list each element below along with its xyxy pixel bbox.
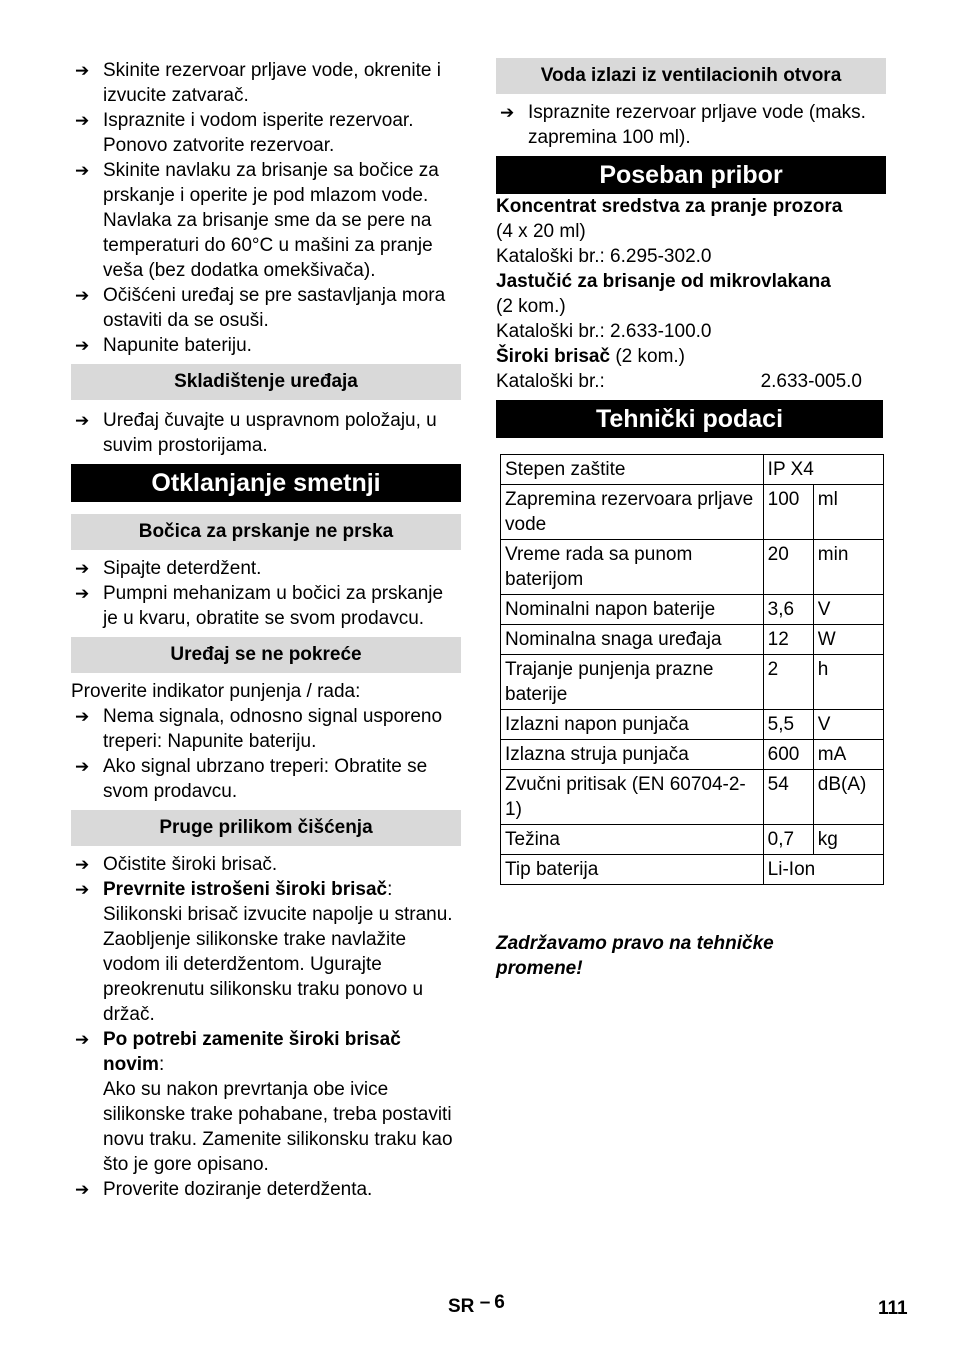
accessory-qty: (2 kom.) <box>610 346 686 367</box>
arrow-right-icon: ➔ <box>75 707 90 726</box>
list-item: ➔ Nema signala, odnosno signal usporeno treperi: Napunite bateriju. <box>75 706 443 752</box>
list-item: ➔ Prevrnite istrošeni široki brisač: Silikonski brisač izvucite napolje u stranu. Zaobljenje silikonske trake navlažite vodom ili deterdžentom. Ugurajte preokrenutu silikonsku traku ponovo u držač. <box>75 879 453 1025</box>
list-item: ➔ Ispraznite i vodom isperite rezervoar. Ponovo zatvorite rezervoar. <box>75 110 414 156</box>
vent-list <box>496 100 886 150</box>
list-item: ➔ Skinite rezervoar prljave vode, okrenite i izvucite zatvarač. <box>75 60 441 106</box>
table-row <box>501 625 884 655</box>
accessory-catalog: Kataloški br.: 2.633-100.0 <box>496 321 712 342</box>
spec-table <box>500 454 884 885</box>
spec-label: Stepen zaštite <box>501 455 764 485</box>
arrow-right-icon: ➔ <box>75 757 90 776</box>
vent-heading: Voda izlazi iz ventilacionih otvora <box>496 58 886 94</box>
cleaning-steps-list <box>71 58 461 358</box>
spec-label: Težina <box>501 825 764 855</box>
spec-unit: h <box>813 655 883 710</box>
accessory-catalog: Kataloški br.: 6.295-302.0 <box>496 246 712 267</box>
spec-unit: V <box>813 710 883 740</box>
accessories-heading: Poseban pribor <box>496 156 886 194</box>
list-item: ➔ Očišćeni uređaj se pre sastavljanja mora ostaviti da se osuši. <box>75 285 446 331</box>
reserve-note: Zadržavamo pravo na tehničke promene! <box>496 933 774 979</box>
right-column <box>496 58 886 981</box>
arrow-right-icon: ➔ <box>75 336 90 355</box>
spec-unit: ml <box>813 485 883 540</box>
list-item: ➔ Po potrebi zamenite široki brisač novim: Ako su nakon prevrtanja obe ivice silikonske trake pohabane, treba postaviti novu traku. Zamenite silikonsku traku kao što je gore opisano. <box>75 1029 453 1175</box>
accessory-qty: (2 kom.) <box>496 296 566 317</box>
spec-value: 0,7 <box>763 825 813 855</box>
accessory-line <box>496 344 886 369</box>
spec-label: Izlazna struja punjača <box>501 740 764 770</box>
spec-label: Vreme rada sa punom baterijom <box>501 540 764 595</box>
list-item: ➔ Proverite doziranje deterdženta. <box>75 1179 373 1200</box>
spec-value: 5,5 <box>763 710 813 740</box>
streaks-heading: Pruge prilikom čišćenja <box>71 810 461 846</box>
catalog-number: 2.633-005.0 <box>760 371 862 392</box>
nostart-list <box>71 704 461 804</box>
spec-value: 20 <box>763 540 813 595</box>
table-row <box>501 655 884 710</box>
table-row <box>501 825 884 855</box>
arrow-right-icon: ➔ <box>500 103 515 122</box>
spec-unit: mA <box>813 740 883 770</box>
table-row <box>501 710 884 740</box>
spec-value: 54 <box>763 770 813 825</box>
spec-unit: min <box>813 540 883 595</box>
spray-heading: Bočica za prskanje ne prska <box>71 514 461 550</box>
arrow-right-icon: ➔ <box>75 559 90 578</box>
table-row <box>501 595 884 625</box>
troubleshooting-heading: Otklanjanje smetnji <box>71 464 461 502</box>
list-item: ➔ Ako signal ubrzano treperi: Obratite se svom prodavcu. <box>75 756 428 802</box>
arrow-right-icon: ➔ <box>75 111 90 130</box>
spec-value: Li-Ion <box>763 855 883 885</box>
streaks-list <box>71 852 461 1202</box>
storage-list <box>71 408 461 458</box>
left-column <box>71 58 461 1202</box>
list-item: ➔ Skinite navlaku za brisanje sa bočice za prskanje i operite je pod mlazom vode. Navlaka za brisanje sme da se pere na temperaturi do 60°C u mašini za pranje veša (bez dodatka omekšivača). <box>75 160 439 281</box>
section-indicator: SR – 6 <box>448 1292 505 1317</box>
arrow-right-icon: ➔ <box>75 1030 90 1049</box>
nostart-heading: Uređaj se ne pokreće <box>71 637 461 673</box>
accessory-name: Koncentrat sredstva za pranje prozora <box>496 196 843 217</box>
table-row <box>501 540 884 595</box>
spec-label: Trajanje punjenja prazne baterije <box>501 655 764 710</box>
spec-value: 12 <box>763 625 813 655</box>
spec-unit: V <box>813 595 883 625</box>
arrow-right-icon: ➔ <box>75 61 90 80</box>
table-row <box>501 855 884 885</box>
spec-value: 3,6 <box>763 595 813 625</box>
accessory-name: Široki brisač <box>496 346 611 367</box>
arrow-right-icon: ➔ <box>75 880 90 899</box>
tech-heading: Tehnički podaci <box>496 400 883 438</box>
list-item: ➔ Sipajte deterdžent. <box>75 558 262 579</box>
spec-label: Zvučni pritisak (EN 60704-2-1) <box>501 770 764 825</box>
storage-heading: Skladištenje uređaja <box>71 364 461 400</box>
list-item: ➔ Napunite bateriju. <box>75 335 252 356</box>
spec-value: 100 <box>763 485 813 540</box>
spec-label: Nominalna snaga uređaja <box>501 625 764 655</box>
spec-unit: kg <box>813 825 883 855</box>
spec-label: Tip baterija <box>501 855 764 885</box>
spec-unit: dB(A) <box>813 770 883 825</box>
arrow-right-icon: ➔ <box>75 584 90 603</box>
nostart-intro: Proverite indikator punjenja / rada: <box>71 681 361 702</box>
spec-label: Izlazni napon punjača <box>501 710 764 740</box>
arrow-right-icon: ➔ <box>75 286 90 305</box>
spec-value: 2 <box>763 655 813 710</box>
spec-value: 600 <box>763 740 813 770</box>
page-number: 111 <box>878 1298 908 1319</box>
table-row <box>501 740 884 770</box>
arrow-right-icon: ➔ <box>75 411 90 430</box>
list-item: ➔ Očistite široki brisač. <box>75 854 278 875</box>
arrow-right-icon: ➔ <box>75 161 90 180</box>
spec-label: Zapremina rezervoara prljave vode <box>501 485 764 540</box>
arrow-right-icon: ➔ <box>75 855 90 874</box>
spec-label: Nominalni napon baterije <box>501 595 764 625</box>
table-row <box>501 485 884 540</box>
arrow-right-icon: ➔ <box>75 1180 90 1199</box>
table-row <box>501 770 884 825</box>
list-item: ➔ Ispraznite rezervoar prljave vode (maks. zapremina 100 ml). <box>500 102 866 148</box>
list-item: ➔ Pumpni mehanizam u bočici za prskanje je u kvaru, obratite se svom prodavcu. <box>75 583 444 629</box>
accessories-list <box>496 194 886 394</box>
accessory-qty: (4 x 20 ml) <box>496 221 586 242</box>
table-row <box>501 455 884 485</box>
accessory-name: Jastučić za brisanje od mikrovlakana <box>496 271 831 292</box>
list-item: ➔ Uređaj čuvajte u uspravnom položaju, u suvim prostorijama. <box>75 410 437 456</box>
spray-list <box>71 556 461 631</box>
spec-value: IP X4 <box>763 455 883 485</box>
spec-unit: W <box>813 625 883 655</box>
accessory-catalog: Kataloški br.: 2.633-005.0 <box>496 371 862 392</box>
